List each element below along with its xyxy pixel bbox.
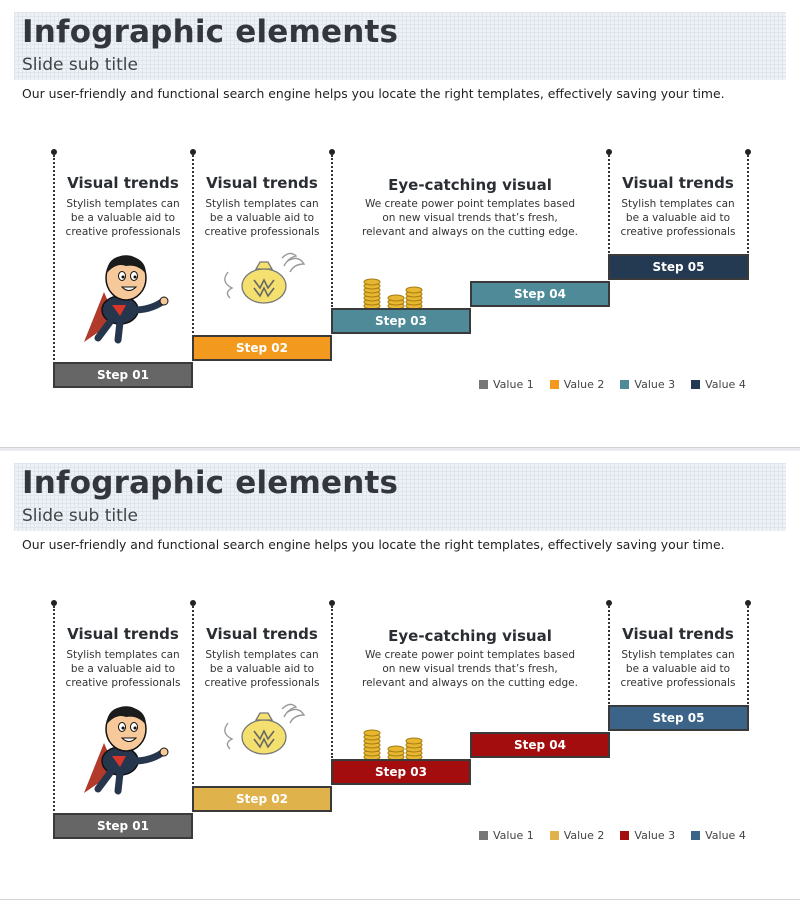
- legend-swatch: [479, 831, 488, 840]
- legend-label: Value 3: [634, 828, 676, 842]
- legend-item: [691, 377, 746, 391]
- legend-item: [479, 828, 534, 842]
- superhero-icon: [76, 701, 176, 801]
- legend-label: Value 3: [634, 377, 676, 391]
- legend-swatch: [550, 831, 559, 840]
- step-02-bar: Step 02: [192, 335, 332, 361]
- column-1-text: Stylish templates can be a valuable aid to creative professionals: [65, 198, 181, 238]
- column-4-text: Stylish templates can be a valuable aid to creative professionals: [620, 198, 736, 238]
- dotted-divider: [747, 606, 749, 704]
- coin-stacks-icon: [358, 272, 430, 310]
- slide-description: Our user-friendly and functional search engine helps you locate the right templates, effectively saving your time.: [22, 537, 725, 552]
- legend-label: Value 1: [493, 828, 534, 842]
- column-2-text: Stylish templates can be a valuable aid to creative professionals: [204, 198, 320, 238]
- dotted-divider: [747, 155, 749, 253]
- column-4-text: Stylish templates can be a valuable aid to creative professionals: [620, 649, 736, 689]
- legend: [479, 828, 746, 842]
- column-2-title: Visual trends: [206, 625, 318, 643]
- slide-title: Infographic elements: [22, 14, 399, 50]
- money-bag-icon: [218, 252, 310, 308]
- slide-2: [0, 451, 800, 900]
- legend-item: [479, 377, 534, 391]
- column-1-text: Stylish templates can be a valuable aid to creative professionals: [65, 649, 181, 689]
- legend-item: [550, 828, 605, 842]
- slide-1: [0, 0, 800, 448]
- step-04-bar: Step 04: [470, 732, 610, 758]
- coin-stacks-icon: [358, 723, 430, 761]
- legend: [479, 377, 746, 391]
- column-4-title: Visual trends: [622, 174, 734, 192]
- legend-item: [620, 828, 675, 842]
- column-3-text: We create power point templates based on new visual trends that’s fresh, relevant and always on the cutting edge.: [362, 198, 578, 238]
- slide-subtitle: Slide sub title: [22, 55, 138, 75]
- money-bag-icon: [218, 703, 310, 759]
- step-04-bar: Step 04: [470, 281, 610, 307]
- column-3-text: We create power point templates based on new visual trends that’s fresh, relevant and always on the cutting edge.: [362, 649, 578, 689]
- legend-swatch: [479, 380, 488, 389]
- legend-label: Value 4: [705, 828, 746, 842]
- legend-swatch: [550, 380, 559, 389]
- column-2-text: Stylish templates can be a valuable aid to creative professionals: [204, 649, 320, 689]
- dotted-divider: [608, 155, 610, 253]
- column-3-title: Eye-catching visual: [388, 627, 552, 645]
- column-1-title: Visual trends: [67, 625, 179, 643]
- slide-subtitle: Slide sub title: [22, 506, 138, 526]
- legend-item: [550, 377, 605, 391]
- column-4-title: Visual trends: [622, 625, 734, 643]
- legend-label: Value 4: [705, 377, 746, 391]
- legend-label: Value 2: [563, 828, 605, 842]
- legend-label: Value 2: [563, 377, 605, 391]
- dotted-divider: [608, 606, 610, 704]
- legend-swatch: [691, 831, 700, 840]
- step-05-bar: Step 05: [608, 705, 749, 731]
- legend-label: Value 1: [493, 377, 534, 391]
- legend-item: [620, 377, 675, 391]
- legend-swatch: [691, 380, 700, 389]
- slide-description: Our user-friendly and functional search engine helps you locate the right templates, effectively saving your time.: [22, 86, 725, 101]
- legend-swatch: [620, 380, 629, 389]
- column-2-title: Visual trends: [206, 174, 318, 192]
- slide-title: Infographic elements: [22, 465, 399, 501]
- step-02-bar: Step 02: [192, 786, 332, 812]
- column-1-title: Visual trends: [67, 174, 179, 192]
- step-03-bar: Step 03: [331, 308, 471, 334]
- step-03-bar: Step 03: [331, 759, 471, 785]
- step-01-bar: Step 01: [53, 362, 193, 388]
- step-01-bar: Step 01: [53, 813, 193, 839]
- superhero-icon: [76, 250, 176, 350]
- legend-swatch: [620, 831, 629, 840]
- column-3-title: Eye-catching visual: [388, 176, 552, 194]
- step-05-bar: Step 05: [608, 254, 749, 280]
- legend-item: [691, 828, 746, 842]
